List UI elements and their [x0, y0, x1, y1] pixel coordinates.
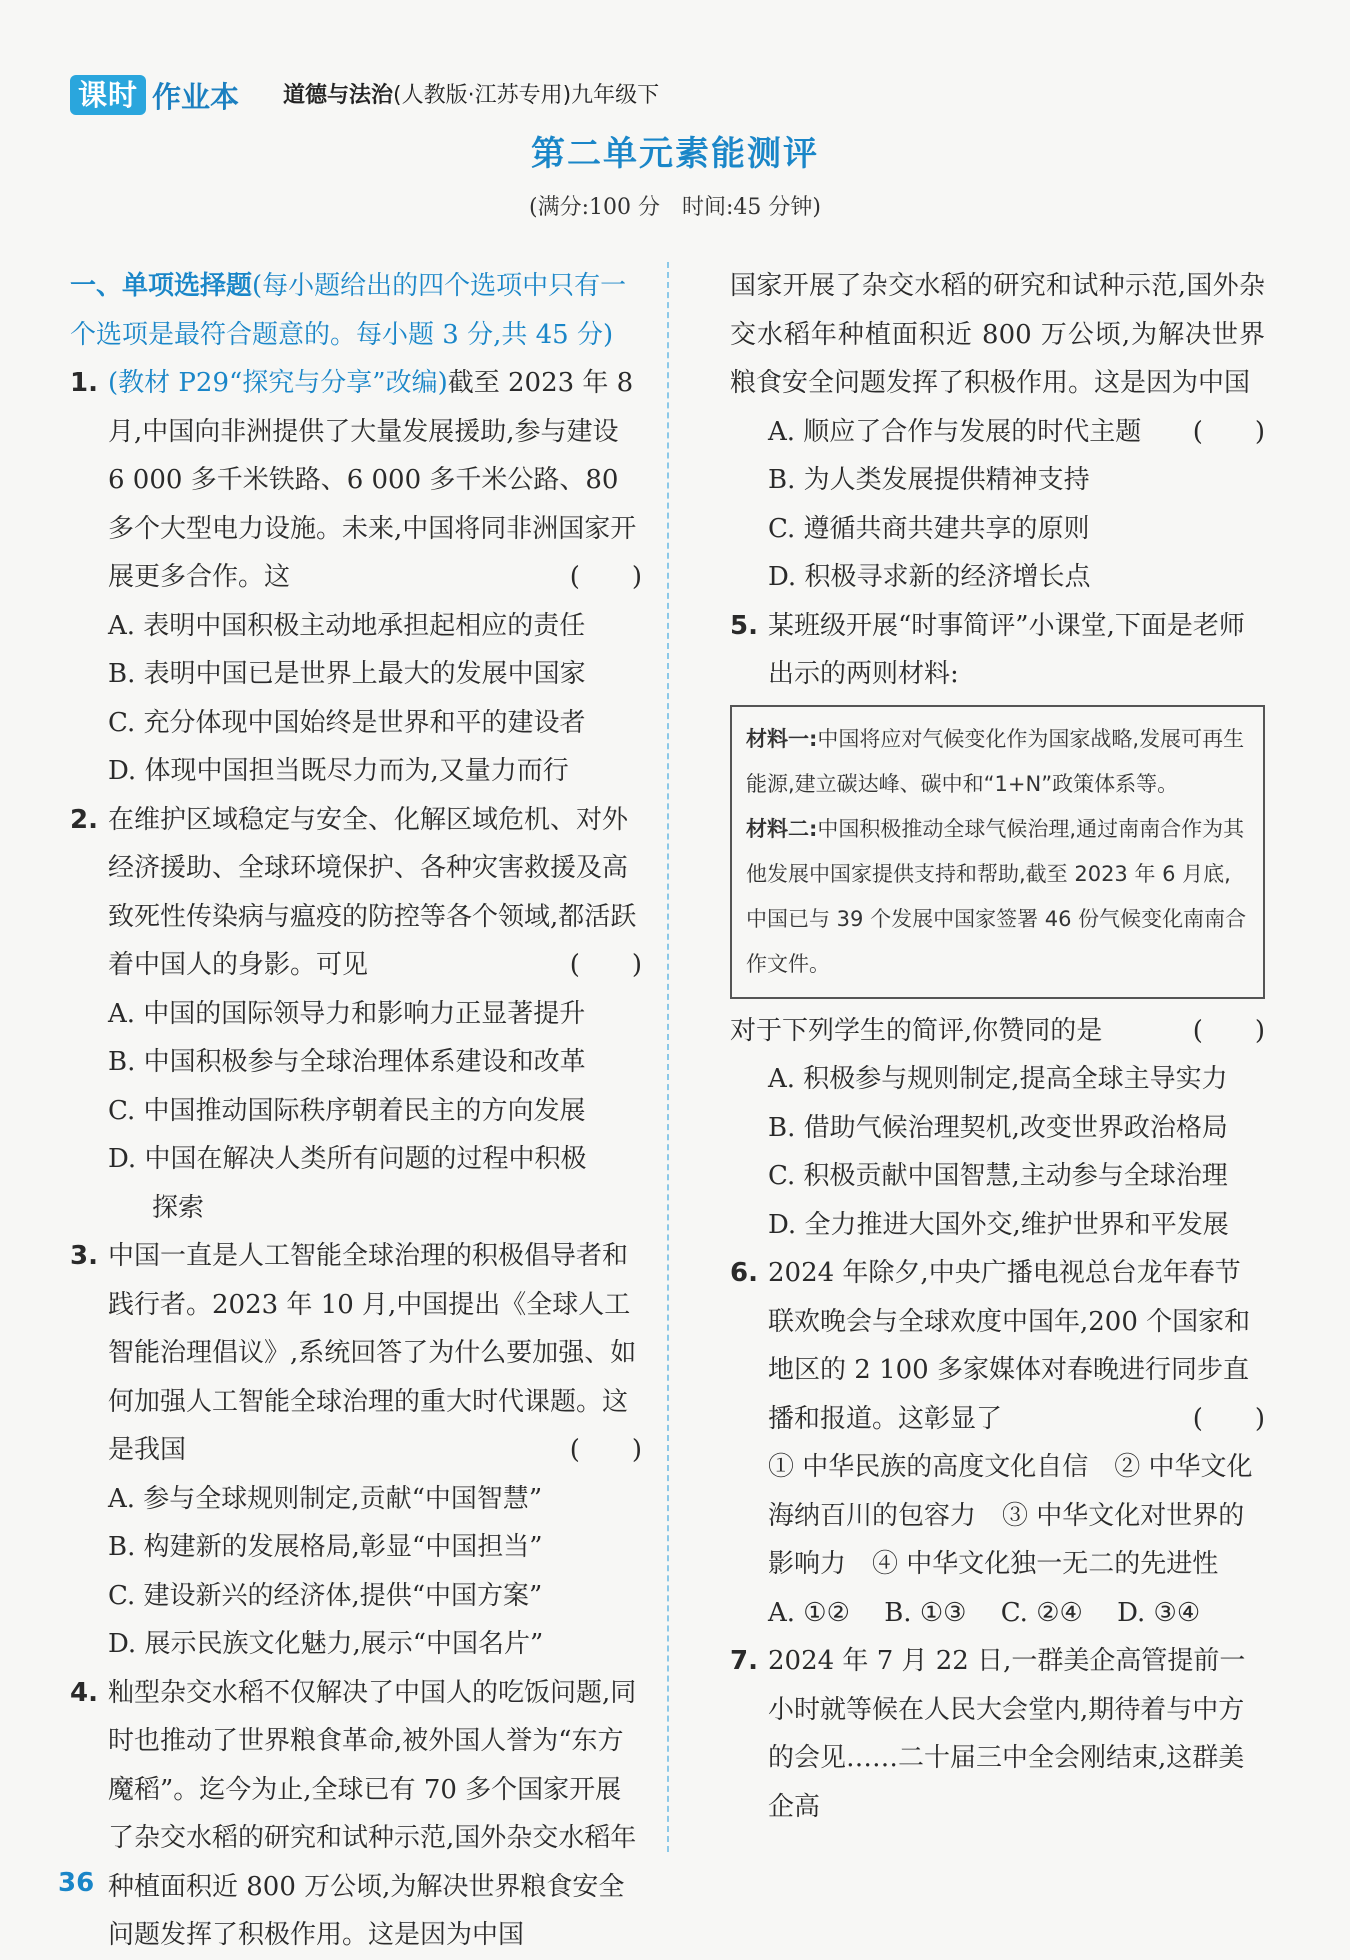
material-text: 中国将应对气候变化作为国家战略,发展可再生能源,建立碳达峰、碳中和“1+N”政策体系等。 — [746, 726, 1245, 796]
answer-bracket: ( ) — [569, 950, 642, 980]
option-b: B. 构建新的发展格局,彰显“中国担当” — [108, 1532, 543, 1562]
subject-name: 道德与法治 — [283, 83, 394, 108]
option-a: A. 顺应了合作与发展的时代主题 — [768, 416, 1142, 447]
question-prompt — [730, 1007, 1265, 1056]
question-6 — [730, 1249, 1265, 1443]
material-label: 材料一: — [746, 726, 818, 751]
brand-logo — [70, 74, 239, 116]
book-info — [283, 78, 659, 109]
question-1 — [70, 359, 642, 602]
answer-bracket: ( ) — [569, 1435, 642, 1465]
question-2 — [70, 796, 642, 990]
answer-bracket: ( ) — [1192, 416, 1265, 447]
question-stem: 在维护区域稳定与安全、化解区域危机、对外经济援助、全球环境保护、各种灾害救援及高致死性传染病与瘟疫的防控等各个领域,都活跃着中国人的身影。可见 — [108, 804, 637, 980]
question-4-continued: 国家开展了杂交水稻的研究和试种示范,国外杂交水稻年种植面积近 800 万公顷,为解决世界粮食安全问题发挥了积极作用。这是因为中国 ( ) — [730, 262, 1265, 408]
question-stem: 截至 2023 年 8 月,中国向非洲提供了大量发展援助,参与建设 6 000 多千米铁路、6 000 多千米公路、80 多个大型电力设施。未来,中国将同非洲国家开展更多合作。这 — [108, 368, 637, 592]
question-number: 7. — [730, 1646, 758, 1676]
edition-info: (人教版·江苏专用)九年级下 — [393, 83, 660, 108]
option-d-continued: 探索 — [152, 1192, 205, 1223]
page-title: 第二单元素能测评 — [531, 134, 819, 174]
section-label: 一、单项选择题 — [70, 271, 253, 301]
option-c: C. 建设新兴的经济体,提供“中国方案” — [108, 1580, 543, 1611]
question-number: 6. — [730, 1258, 758, 1288]
option-d: D. 中国在解决人类所有问题的过程中积极 — [108, 1144, 587, 1174]
answer-bracket: ( ) — [569, 562, 642, 592]
material-label: 材料二: — [746, 816, 818, 841]
option-d: D. 积极寻求新的经济增长点 — [768, 562, 1091, 592]
page-number: 36 — [58, 1868, 95, 1898]
statement-list: ① 中华民族的高度文化自信 ② 中华文化海纳百川的包容力 ③ 中华文化对世界的影响力 ④ 中华文化独一无二的先进性 — [768, 1452, 1253, 1579]
right-column — [730, 262, 1265, 1831]
question-3 — [70, 1232, 642, 1475]
question-number: 4. — [70, 1677, 98, 1708]
choice-row: A. ①② B. ①③ C. ②④ D. ③④ — [768, 1597, 1201, 1628]
question-number: 1. — [70, 368, 98, 398]
column-divider — [667, 262, 669, 1852]
question-7 — [730, 1637, 1265, 1831]
option-b: B. 为人类发展提供精神支持 — [768, 465, 1090, 495]
option-a: A. 中国的国际领导力和影响力正显著提升 — [108, 998, 586, 1029]
option-c: C. 中国推动国际秩序朝着民主的方向发展 — [108, 1095, 586, 1126]
option-b: B. 借助气候治理契机,改变世界政治格局 — [768, 1112, 1228, 1143]
logo-text: 作业本 — [152, 79, 240, 114]
question-source: (教材 P29“探究与分享”改编) — [108, 368, 448, 398]
question-stem: 2024 年 7 月 22 日,一群美企高管提前一小时就等候在人民大会堂内,期待着与中方的会见……二十届三中全会刚结束,这群美企高 — [768, 1646, 1246, 1822]
question-stem: 籼型杂交水稻不仅解决了中国人的吃饭问题,同时也推动了世界粮食革命,被外国人誉为“东方魔稻”。迄今为止,全球已有 70 多个国家开展了杂交水稻的研究和试种示范,国外杂交水稻年种植面积近 800 万公顷,为解决世界粮食安全问题发挥了积极作用。这是因为中国 — [108, 1677, 637, 1950]
option-d: D. 体现中国担当既尽力而为,又量力而行 — [108, 756, 569, 786]
material-1 — [746, 717, 1249, 807]
question-stem: 某班级开展“时事简评”小课堂,下面是老师出示的两则材料: — [768, 610, 1245, 689]
option-d: D. 展示民族文化魅力,展示“中国名片” — [108, 1629, 544, 1659]
prompt-text: 对于下列学生的简评,你赞同的是 — [730, 1015, 1103, 1046]
option-c: C. 充分体现中国始终是世界和平的建设者 — [108, 707, 586, 738]
material-text: 中国积极推动全球气候治理,通过南南合作为其他发展中国家提供支持和帮助,截至 2023 年 6 月底,中国已与 39 个发展中国家签署 46 份气候变化南南合作文件。 — [746, 816, 1247, 976]
material-box — [730, 705, 1265, 999]
option-c: C. 遵循共商共建共享的原则 — [768, 513, 1090, 544]
option-b: B. 中国积极参与全球治理体系建设和改革 — [108, 1047, 586, 1077]
option-a: A. 积极参与规则制定,提高全球主导实力 — [768, 1064, 1228, 1094]
option-d: D. 全力推进大国外交,维护世界和平发展 — [768, 1209, 1229, 1240]
logo-mark: 课时 — [70, 75, 146, 115]
section-heading — [70, 262, 642, 359]
question-number: 2. — [70, 804, 98, 835]
question-number: 5. — [730, 610, 758, 641]
option-a: A. 参与全球规则制定,贡献“中国智慧” — [108, 1483, 543, 1514]
answer-bracket: ( ) — [1192, 1015, 1265, 1046]
answer-bracket: ( ) — [1192, 1403, 1265, 1434]
page-subtitle: (满分:100 分 时间:45 分钟) — [529, 195, 821, 220]
section-instruction: (每小题给出的四个选项中只有一个选项是最符合题意的。每小题 3 分,共 45 分) — [70, 271, 627, 350]
question-5 — [730, 602, 1265, 699]
material-2 — [746, 807, 1249, 987]
option-a: A. 表明中国积极主动地承担起相应的责任 — [108, 610, 586, 641]
question-stem: 2024 年除夕,中央广播电视总台龙年春节联欢晚会与全球欢度中国年,200 个国家和地区的 2 100 多家媒体对春晚进行同步直播和报道。这彰显了 — [768, 1258, 1251, 1434]
question-number: 3. — [70, 1241, 98, 1271]
question-stem: 中国一直是人工智能全球治理的积极倡导者和践行者。2023 年 10 月,中国提出《全球人工智能治理倡议》,系统回答了为什么要加强、如何加强人工智能全球治理的重大时代课题。这是我国 — [108, 1241, 637, 1465]
option-c: C. 积极贡献中国智慧,主动参与全球治理 — [768, 1161, 1228, 1191]
option-b: B. 表明中国已是世界上最大的发展中国家 — [108, 659, 586, 689]
